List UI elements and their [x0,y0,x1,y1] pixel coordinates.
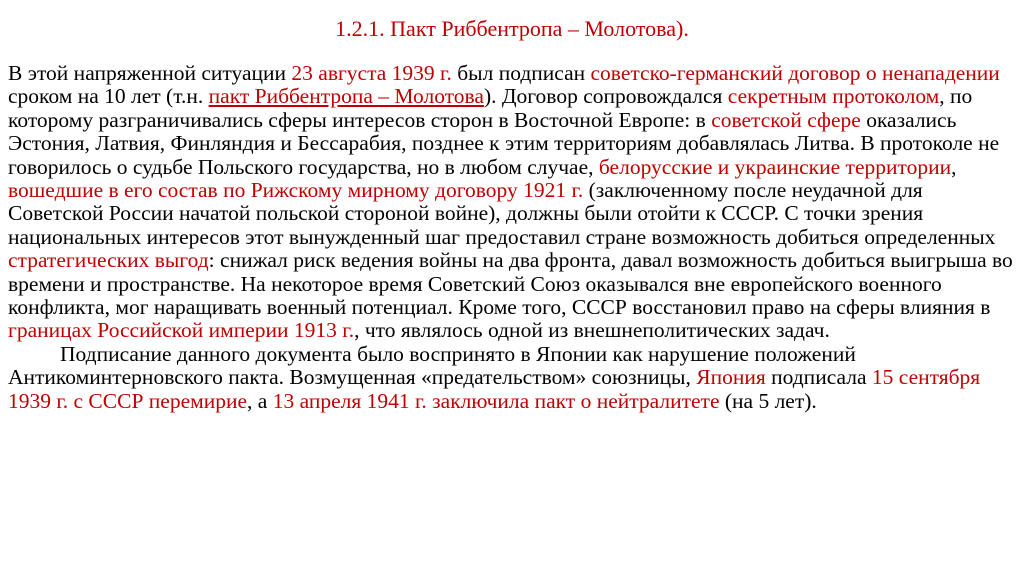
highlighted-text: советско-германский договор о ненападении [590,61,1000,85]
text-run: оказались Эстония, Латвия, Финляндия и Бессарабия, позднее к этим территориям добавлялась Литва. В протоколе не говорилось о судьбе Польского государства, но в любом случае, [8,107,1000,179]
text-run: , а [247,388,273,413]
text-run: Подписание данного документа было воспринято в Японии как нарушение положений Антикоминтерновского пакта. Возмущенная «предательством» союзницы, [8,341,856,390]
text-run: был подписан [451,61,591,85]
highlighted-text: стратегических выгод [8,248,209,273]
highlighted-text: секретным протоколом [727,84,940,109]
text-run: (на 5 лет). [719,388,817,413]
text-run: , [951,154,957,179]
highlighted-text: 23 августа 1939 г. [291,61,452,85]
text-run: сроком на 10 лет (т.н. [8,84,209,109]
text-run: , что являлось одной из внешнеполитических задач. [354,318,830,343]
highlighted-text: границах Российской империи 1913 г. [8,318,355,343]
text-run: : снижал риск ведения войны на два фронта, давал возможность добиться выигрыша во времени и пространстве. На некоторое время Советский Союз оказывался вне европейского военного конфликта, мог наращивать военный потенциал. Кроме того, СССР восстановил право на сферы влияния в [8,248,1013,320]
highlighted-text: советской сфере [711,107,861,132]
text-run: (заключенному после неудачной для Советской России начатой польской стороной войне), должны были отойти к СССР. С точки зрения национальных интересов этот вынужденный шаг предоставил стране возможность добиться определенных [8,178,996,249]
text-run: В этой напряженной ситуации [8,61,292,85]
text-run: подписала [765,365,872,390]
body-text [8,62,1018,413]
paragraph-1 [8,62,1018,343]
highlighted-text: 15 сентября 1939 г. с СССР перемирие [8,365,981,413]
highlighted-text: Япония [696,365,766,390]
highlighted-text: вошедшие в его состав по Рижскому мирному договору 1921 г. [8,178,584,203]
highlighted-text: белорусские и украинские территории [598,154,952,179]
highlighted-underlined-text: пакт Риббентропа – Молотова [208,84,484,109]
page-title: 1.2.1. Пакт Риббентропа – Молотова). [335,16,689,41]
highlighted-text: 13 апреля 1941 г. заключила пакт о нейтралитете [272,388,720,413]
paragraph-2 [8,343,1018,413]
text-run: , по которому разграничивались сферы интересов сторон в Восточной Европе: в [8,84,973,132]
text-run: ). Договор сопровождался [483,84,728,109]
